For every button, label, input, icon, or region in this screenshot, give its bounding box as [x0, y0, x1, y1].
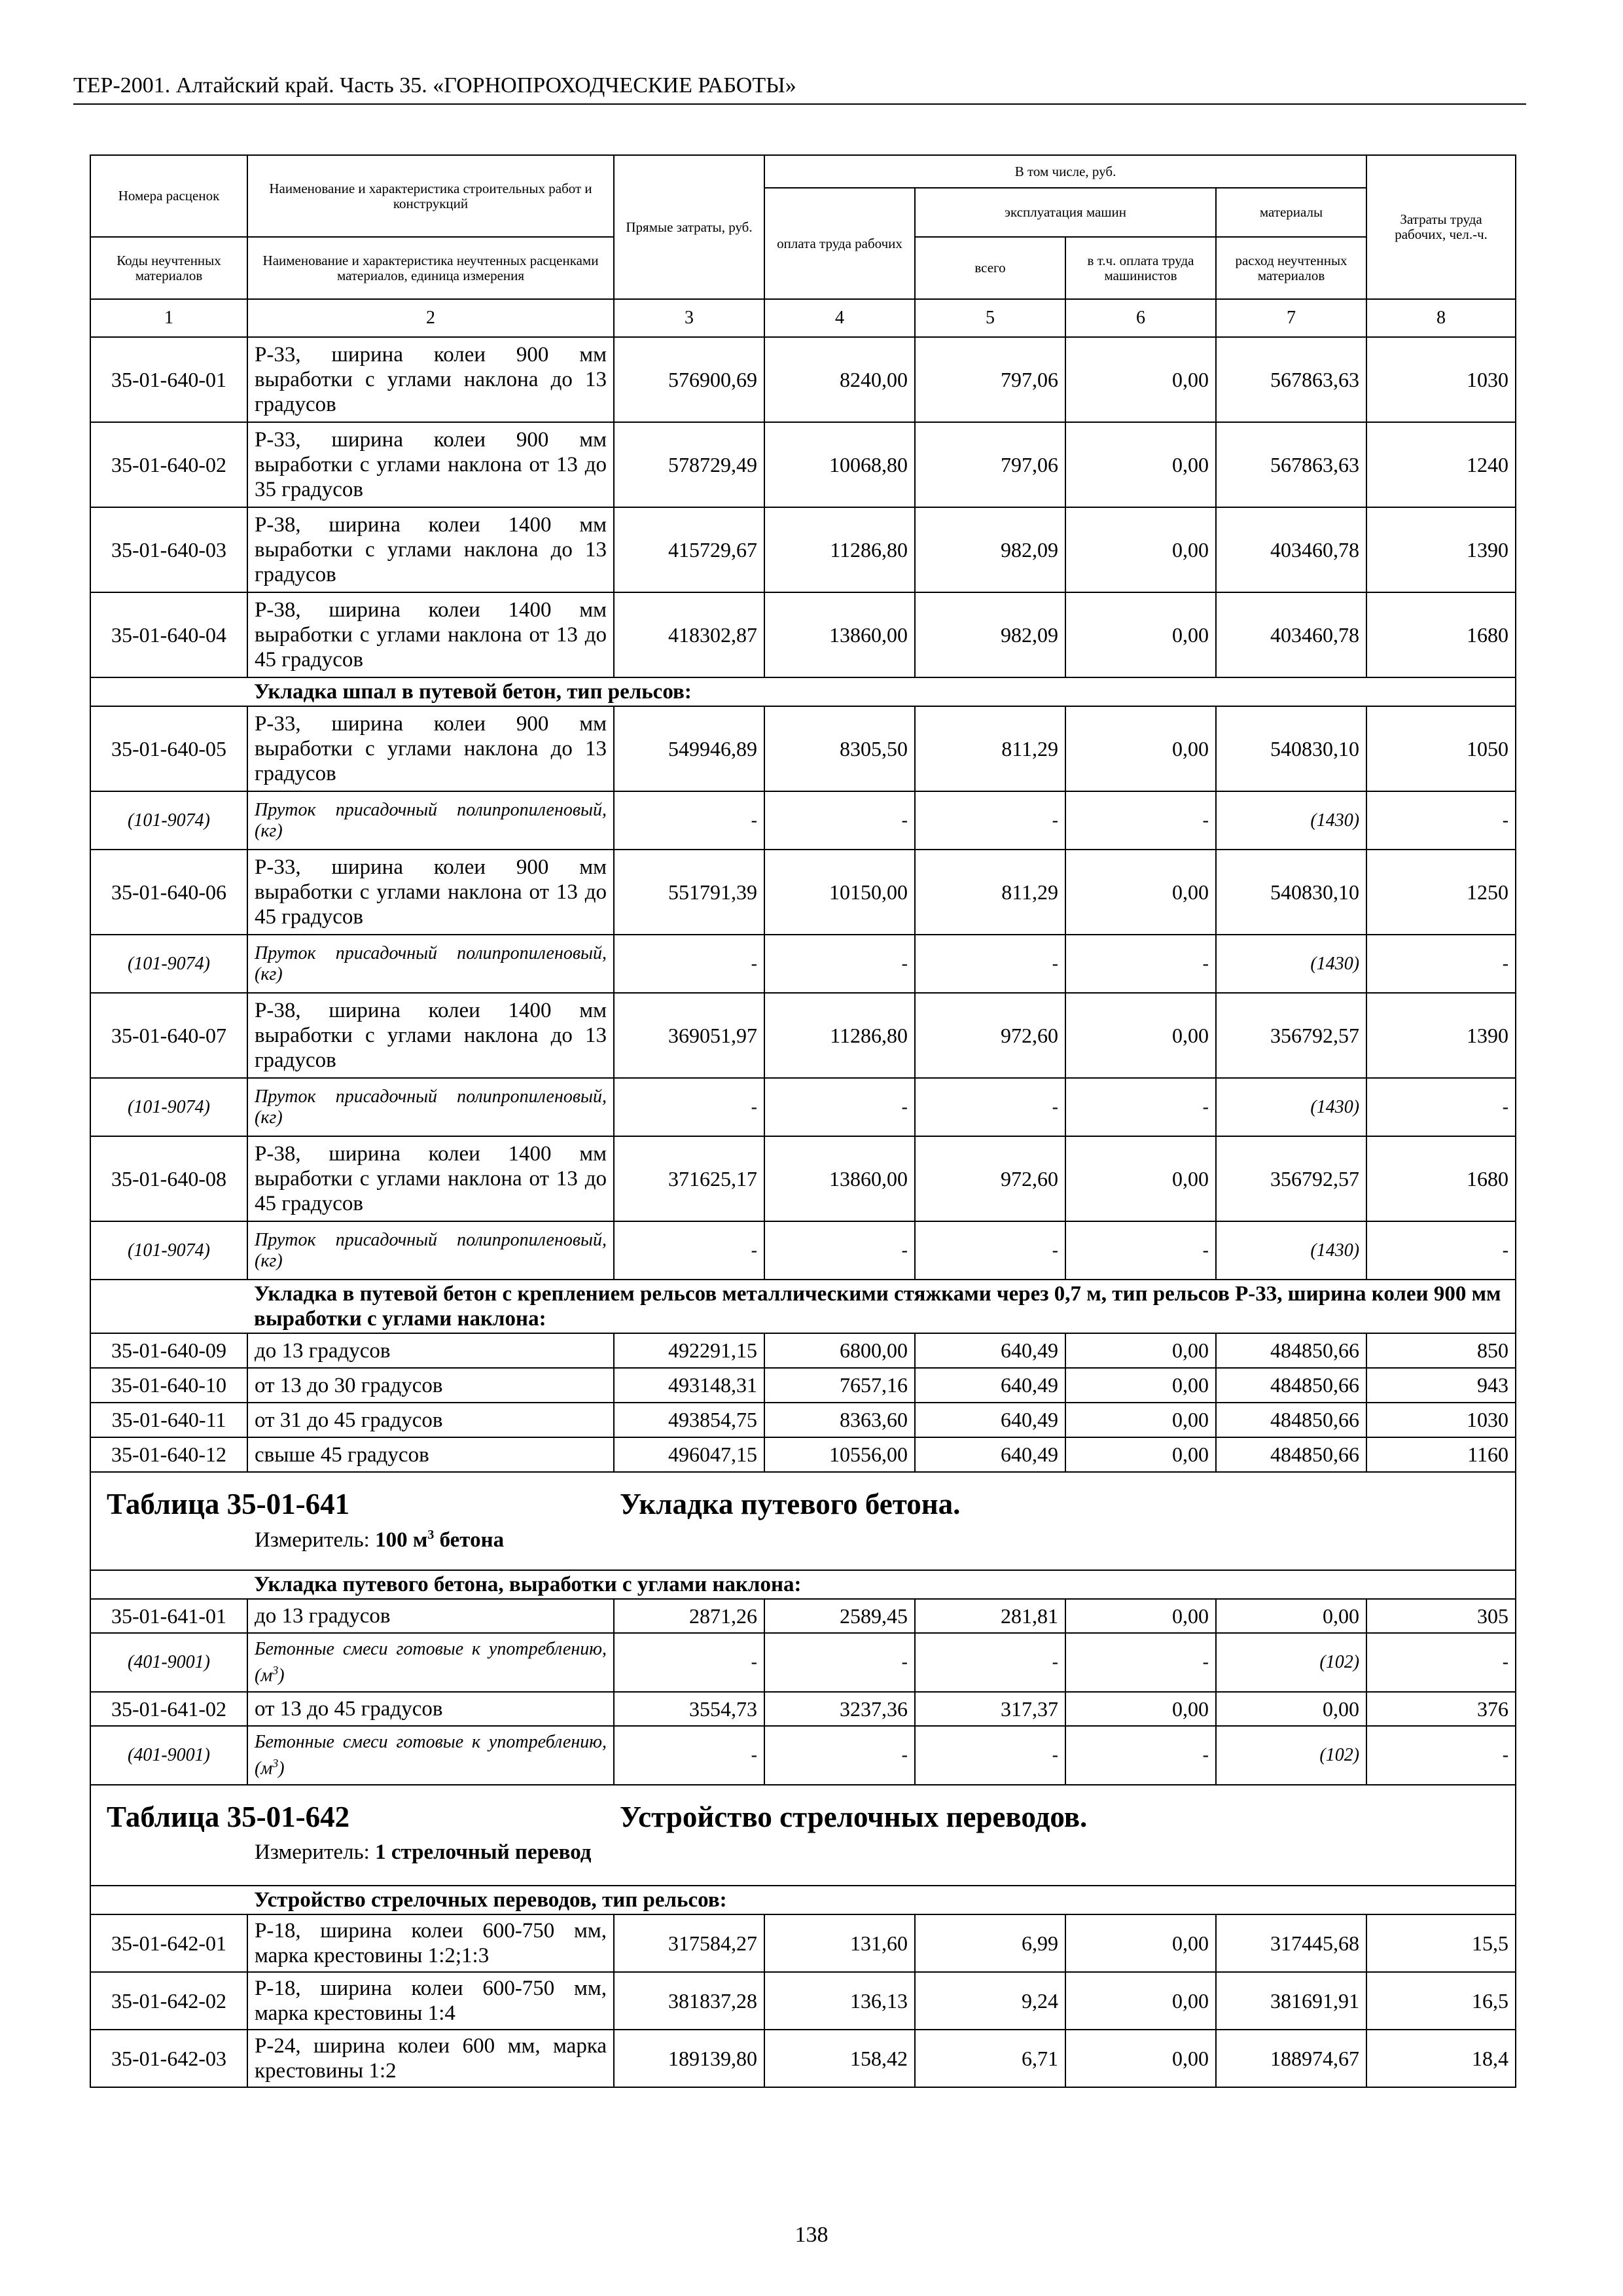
section-row — [90, 1886, 1516, 1914]
operators-pay-cell: 0,00 — [1065, 592, 1216, 677]
materials-cell: 567863,63 — [1216, 337, 1366, 422]
column-number: 3 — [614, 299, 764, 337]
rate-row — [90, 1692, 1516, 1726]
labor-pay-cell: 10150,00 — [764, 850, 915, 935]
rate-name-cell: Р-33, ширина колеи 900 мм выработки с углами наклона до 13 градусов — [247, 337, 614, 422]
rate-row — [90, 1599, 1516, 1633]
material-code-cell: (101-9074) — [90, 1078, 247, 1136]
rate-code-cell: 35-01-640-08 — [90, 1136, 247, 1221]
material-dash-cell: - — [614, 1221, 764, 1280]
section-row — [90, 1280, 1516, 1333]
material-unit-superscript: 3 — [272, 1663, 279, 1677]
direct-cost-cell: 493854,75 — [614, 1403, 764, 1437]
labor-hours-cell: 305 — [1366, 1599, 1516, 1633]
measurement-value: 100 $м^3$ бетона — [375, 1528, 505, 1552]
material-row — [90, 1633, 1516, 1692]
rate-name-cell: Р-38, ширина колеи 1400 мм выработки с углами наклона до 13 градусов — [247, 993, 614, 1078]
machines-total-cell: 972,60 — [915, 993, 1065, 1078]
direct-cost-cell: 578729,49 — [614, 422, 764, 507]
rate-code-cell: 35-01-640-06 — [90, 850, 247, 935]
section-blank-cell — [90, 677, 247, 706]
material-dash-cell: - — [915, 1726, 1065, 1785]
rate-code-cell: 35-01-642-03 — [90, 2030, 247, 2087]
material-dash-cell: - — [1366, 1726, 1516, 1785]
operators-pay-cell: 0,00 — [1065, 2030, 1216, 2087]
column-number: 1 — [90, 299, 247, 337]
labor-pay-cell: 3237,36 — [764, 1692, 915, 1726]
rate-row — [90, 507, 1516, 592]
header-work-name: Наименование и характеристика строительных работ и конструкций — [247, 155, 614, 237]
rate-name-cell: от 13 до 30 градусов — [247, 1368, 614, 1403]
table-title-block — [90, 1785, 1516, 1886]
machines-total-cell: 811,29 — [915, 850, 1065, 935]
direct-cost-cell: 496047,15 — [614, 1437, 764, 1472]
header-machines: эксплуатация машин — [915, 188, 1216, 237]
labor-hours-cell: 1160 — [1366, 1437, 1516, 1472]
labor-hours-cell: 1240 — [1366, 422, 1516, 507]
materials-cell: 540830,10 — [1216, 706, 1366, 791]
rates-table-container — [90, 154, 1515, 2088]
header-material-codes: Коды неучтенных материалов — [90, 237, 247, 299]
measurement-label: Измеритель: — [255, 1528, 370, 1552]
materials-cell: 484850,66 — [1216, 1437, 1366, 1472]
material-dash-cell: - — [614, 1633, 764, 1692]
machines-total-cell: 281,81 — [915, 1599, 1065, 1633]
rate-name-cell: Р-38, ширина колеи 1400 мм выработки с углами наклона от 13 до 45 градусов — [247, 1136, 614, 1221]
operators-pay-cell: 0,00 — [1065, 850, 1216, 935]
rate-row — [90, 337, 1516, 422]
material-dash-cell: - — [915, 791, 1065, 850]
direct-cost-cell: 576900,69 — [614, 337, 764, 422]
labor-hours-cell: 1680 — [1366, 592, 1516, 677]
table-title-row — [90, 1472, 1516, 1570]
material-code-cell: (101-9074) — [90, 1221, 247, 1280]
rate-code-cell: 35-01-641-02 — [90, 1692, 247, 1726]
material-dash-cell: - — [915, 1633, 1065, 1692]
rate-name-cell: от 31 до 45 градусов — [247, 1403, 614, 1437]
material-dash-cell: - — [915, 1221, 1065, 1280]
labor-hours-cell: 850 — [1366, 1333, 1516, 1368]
material-name: Бетонные смеси готовые к употреблению, (м — [255, 1731, 607, 1779]
machines-total-cell: 640,49 — [915, 1368, 1065, 1403]
material-dash-cell: - — [764, 935, 915, 993]
machines-total-cell: 797,06 — [915, 337, 1065, 422]
rate-row — [90, 592, 1516, 677]
direct-cost-cell: 189139,80 — [614, 2030, 764, 2087]
rate-name-cell: от 13 до 45 градусов — [247, 1692, 614, 1726]
material-name-cell — [247, 1221, 614, 1280]
labor-hours-cell: 943 — [1366, 1368, 1516, 1403]
material-dash-cell: - — [614, 1726, 764, 1785]
material-dash-cell: - — [1065, 1726, 1216, 1785]
material-name: Пруток присадочный полипропиленовый, (кг) — [255, 799, 607, 841]
direct-cost-cell: 551791,39 — [614, 850, 764, 935]
material-dash-cell: - — [764, 1726, 915, 1785]
machines-total-cell: 317,37 — [915, 1692, 1065, 1726]
labor-pay-cell: 11286,80 — [764, 507, 915, 592]
table-body — [90, 299, 1516, 2087]
machines-total-cell: 811,29 — [915, 706, 1065, 791]
rate-code-cell: 35-01-640-10 — [90, 1368, 247, 1403]
material-dash-cell: - — [1065, 1633, 1216, 1692]
table-number: Таблица 35-01-642 — [107, 1801, 350, 1833]
rate-code-cell: 35-01-640-09 — [90, 1333, 247, 1368]
rate-code-cell: 35-01-640-03 — [90, 507, 247, 592]
operators-pay-cell: 0,00 — [1065, 1333, 1216, 1368]
machines-total-cell: 972,60 — [915, 1136, 1065, 1221]
labor-pay-cell: 136,13 — [764, 1972, 915, 2030]
labor-pay-cell: 7657,16 — [764, 1368, 915, 1403]
direct-cost-cell: 369051,97 — [614, 993, 764, 1078]
section-title: Укладка шпал в путевой бетон, тип рельсов: — [247, 677, 1516, 706]
labor-pay-cell: 6800,00 — [764, 1333, 915, 1368]
labor-hours-cell: 1030 — [1366, 1403, 1516, 1437]
column-number: 7 — [1216, 299, 1366, 337]
materials-cell: 356792,57 — [1216, 993, 1366, 1078]
rate-name-cell: Р-38, ширина колеи 1400 мм выработки с углами наклона от 13 до 45 градусов — [247, 592, 614, 677]
direct-cost-cell: 549946,89 — [614, 706, 764, 791]
column-number: 2 — [247, 299, 614, 337]
materials-cell: 381691,91 — [1216, 1972, 1366, 2030]
machines-total-cell: 6,99 — [915, 1914, 1065, 1972]
material-name-close: ) — [278, 1665, 285, 1686]
labor-pay-cell: 10556,00 — [764, 1437, 915, 1472]
materials-cell: 0,00 — [1216, 1692, 1366, 1726]
header-operators-pay: в т.ч. оплата труда машинистов — [1065, 237, 1216, 299]
rate-row — [90, 1972, 1516, 2030]
header-including: В том числе, руб. — [764, 155, 1366, 188]
column-numbers-row — [90, 299, 1516, 337]
direct-cost-cell: 492291,15 — [614, 1333, 764, 1368]
machines-total-cell: 640,49 — [915, 1437, 1065, 1472]
machines-total-cell: 982,09 — [915, 592, 1065, 677]
direct-cost-cell: 415729,67 — [614, 507, 764, 592]
materials-cell: 540830,10 — [1216, 850, 1366, 935]
machines-total-cell: 640,49 — [915, 1403, 1065, 1437]
material-dash-cell: - — [614, 1078, 764, 1136]
operators-pay-cell: 0,00 — [1065, 1599, 1216, 1633]
material-dash-cell: - — [614, 791, 764, 850]
labor-pay-cell: 13860,00 — [764, 592, 915, 677]
table-number: Таблица 35-01-641 — [107, 1488, 350, 1520]
materials-cell: 484850,66 — [1216, 1403, 1366, 1437]
column-number: 5 — [915, 299, 1065, 337]
table-title-row — [90, 1785, 1516, 1886]
direct-cost-cell: 418302,87 — [614, 592, 764, 677]
material-quantity-cell: (1430) — [1216, 935, 1366, 993]
direct-cost-cell: 3554,73 — [614, 1692, 764, 1726]
material-dash-cell: - — [1065, 1221, 1216, 1280]
machines-total-cell: 6,71 — [915, 2030, 1065, 2087]
operators-pay-cell: 0,00 — [1065, 1136, 1216, 1221]
labor-hours-cell: 1250 — [1366, 850, 1516, 935]
materials-cell: 0,00 — [1216, 1599, 1366, 1633]
rate-code-cell: 35-01-640-11 — [90, 1403, 247, 1437]
section-title: Укладка путевого бетона, выработки с углами наклона: — [247, 1570, 1516, 1599]
material-name-cell — [247, 935, 614, 993]
rate-name-cell: Р-33, ширина колеи 900 мм выработки с углами наклона от 13 до 35 градусов — [247, 422, 614, 507]
labor-pay-cell: 2589,45 — [764, 1599, 915, 1633]
material-quantity-cell: (1430) — [1216, 1078, 1366, 1136]
labor-hours-cell: 18,4 — [1366, 2030, 1516, 2087]
material-name: Пруток присадочный полипропиленовый, (кг) — [255, 1229, 607, 1271]
rate-row — [90, 1368, 1516, 1403]
operators-pay-cell: 0,00 — [1065, 337, 1216, 422]
header-labor-pay: оплата труда рабочих — [764, 188, 915, 299]
rate-name-cell: Р-38, ширина колеи 1400 мм выработки с углами наклона до 13 градусов — [247, 507, 614, 592]
material-name-cell — [247, 1633, 614, 1692]
rate-code-cell: 35-01-640-04 — [90, 592, 247, 677]
material-code-cell: (101-9074) — [90, 935, 247, 993]
rate-name-cell: Р-18, ширина колеи 600-750 мм, марка крестовины 1:2;1:3 — [247, 1914, 614, 1972]
machines-total-cell: 9,24 — [915, 1972, 1065, 2030]
material-row — [90, 791, 1516, 850]
operators-pay-cell: 0,00 — [1065, 1914, 1216, 1972]
material-dash-cell: - — [614, 935, 764, 993]
labor-pay-cell: 8363,60 — [764, 1403, 915, 1437]
material-quantity-cell: (102) — [1216, 1633, 1366, 1692]
section-row — [90, 1570, 1516, 1599]
materials-cell: 188974,67 — [1216, 2030, 1366, 2087]
rate-row — [90, 1403, 1516, 1437]
section-blank-cell — [90, 1280, 247, 1333]
rate-row — [90, 1333, 1516, 1368]
material-dash-cell: - — [915, 935, 1065, 993]
material-dash-cell: - — [1366, 1633, 1516, 1692]
column-number: 8 — [1366, 299, 1516, 337]
material-name-cell — [247, 1726, 614, 1785]
header-materials: материалы — [1216, 188, 1366, 237]
section-blank-cell — [90, 1886, 247, 1914]
rate-row — [90, 422, 1516, 507]
material-dash-cell: - — [1065, 935, 1216, 993]
rate-name-cell: до 13 градусов — [247, 1333, 614, 1368]
material-dash-cell: - — [1366, 1078, 1516, 1136]
page-number: 138 — [794, 2223, 829, 2247]
material-row — [90, 1221, 1516, 1280]
materials-cell: 484850,66 — [1216, 1368, 1366, 1403]
header-unaccounted-materials: расход неучтенных материалов — [1216, 237, 1366, 299]
operators-pay-cell: 0,00 — [1065, 993, 1216, 1078]
materials-cell: 403460,78 — [1216, 507, 1366, 592]
labor-pay-cell: 13860,00 — [764, 1136, 915, 1221]
header-labor-cost: Затраты труда рабочих, чел.-ч. — [1366, 155, 1516, 299]
material-dash-cell: - — [764, 1633, 915, 1692]
rate-code-cell: 35-01-640-07 — [90, 993, 247, 1078]
rate-row — [90, 1136, 1516, 1221]
material-dash-cell: - — [764, 1221, 915, 1280]
material-name: Бетонные смеси готовые к употреблению, (м — [255, 1638, 607, 1686]
material-row — [90, 935, 1516, 993]
rate-name-cell: свыше 45 градусов — [247, 1437, 614, 1472]
labor-hours-cell: 1680 — [1366, 1136, 1516, 1221]
machines-total-cell: 640,49 — [915, 1333, 1065, 1368]
header-machines-total: всего — [915, 237, 1065, 299]
header-direct-costs: Прямые затраты, руб. — [614, 155, 764, 299]
material-code-cell: (401-9001) — [90, 1726, 247, 1785]
labor-pay-cell: 8240,00 — [764, 337, 915, 422]
material-dash-cell: - — [764, 791, 915, 850]
operators-pay-cell: 0,00 — [1065, 422, 1216, 507]
rate-name-cell: Р-24, ширина колеи 600 мм, марка крестовины 1:2 — [247, 2030, 614, 2087]
material-dash-cell: - — [1366, 935, 1516, 993]
material-dash-cell: - — [1366, 791, 1516, 850]
header-rate-numbers: Номера расценок — [90, 155, 247, 237]
table-header — [90, 155, 1516, 299]
operators-pay-cell: 0,00 — [1065, 1972, 1216, 2030]
materials-cell: 567863,63 — [1216, 422, 1366, 507]
material-dash-cell: - — [1065, 791, 1216, 850]
labor-pay-cell: 158,42 — [764, 2030, 915, 2087]
material-dash-cell: - — [915, 1078, 1065, 1136]
section-title: Устройство стрелочных переводов, тип рельсов: — [247, 1886, 1516, 1914]
rate-row — [90, 850, 1516, 935]
header-material-names: Наименование и характеристика неучтенных расценками материалов, единица измерения — [247, 237, 614, 299]
rate-code-cell: 35-01-640-05 — [90, 706, 247, 791]
operators-pay-cell: 0,00 — [1065, 1368, 1216, 1403]
section-row — [90, 677, 1516, 706]
measurement-value: 1 стрелочный перевод — [375, 1840, 592, 1864]
material-name-cell — [247, 791, 614, 850]
direct-cost-cell: 317584,27 — [614, 1914, 764, 1972]
material-row — [90, 1078, 1516, 1136]
material-name-close: ) — [278, 1758, 285, 1779]
labor-hours-cell: 1030 — [1366, 337, 1516, 422]
material-row — [90, 1726, 1516, 1785]
labor-hours-cell: 1390 — [1366, 507, 1516, 592]
labor-pay-cell: 131,60 — [764, 1914, 915, 1972]
direct-cost-cell: 2871,26 — [614, 1599, 764, 1633]
material-unit-superscript: 3 — [272, 1756, 279, 1770]
section-blank-cell — [90, 1570, 247, 1599]
section-title: Укладка в путевой бетон с креплением рельсов металлическими стяжками через 0,7 м, тип рельсов Р-33, ширина колеи 900 мм выработки с углами наклона: — [247, 1280, 1516, 1333]
labor-hours-cell: 15,5 — [1366, 1914, 1516, 1972]
materials-cell: 484850,66 — [1216, 1333, 1366, 1368]
rate-row — [90, 1437, 1516, 1472]
rate-code-cell: 35-01-641-01 — [90, 1599, 247, 1633]
measurement-unit — [255, 1528, 504, 1552]
material-dash-cell: - — [1065, 1078, 1216, 1136]
rate-name-cell: до 13 градусов — [247, 1599, 614, 1633]
material-name: Пруток присадочный полипропиленовый, (кг) — [255, 942, 607, 984]
labor-hours-cell: 1050 — [1366, 706, 1516, 791]
material-dash-cell: - — [1366, 1221, 1516, 1280]
rate-row — [90, 2030, 1516, 2087]
materials-cell: 403460,78 — [1216, 592, 1366, 677]
rate-row — [90, 1914, 1516, 1972]
material-code-cell: (401-9001) — [90, 1633, 247, 1692]
material-code-cell: (101-9074) — [90, 791, 247, 850]
labor-hours-cell: 16,5 — [1366, 1972, 1516, 2030]
rate-code-cell: 35-01-640-12 — [90, 1437, 247, 1472]
rate-row — [90, 706, 1516, 791]
labor-hours-cell: 1390 — [1366, 993, 1516, 1078]
rate-code-cell: 35-01-640-02 — [90, 422, 247, 507]
measurement-label: Измеритель: — [255, 1840, 370, 1864]
rate-row — [90, 993, 1516, 1078]
machines-total-cell: 982,09 — [915, 507, 1065, 592]
measurement-unit — [255, 1840, 591, 1865]
material-quantity-cell: (1430) — [1216, 1221, 1366, 1280]
material-name-cell — [247, 1078, 614, 1136]
labor-pay-cell: 11286,80 — [764, 993, 915, 1078]
labor-hours-cell: 376 — [1366, 1692, 1516, 1726]
rate-name-cell: Р-33, ширина колеи 900 мм выработки с углами наклона от 13 до 45 градусов — [247, 850, 614, 935]
table-title: Устройство стрелочных переводов. — [620, 1801, 1088, 1833]
column-number: 6 — [1065, 299, 1216, 337]
direct-cost-cell: 371625,17 — [614, 1136, 764, 1221]
machines-total-cell: 797,06 — [915, 422, 1065, 507]
labor-pay-cell: 10068,80 — [764, 422, 915, 507]
rate-code-cell: 35-01-640-01 — [90, 337, 247, 422]
operators-pay-cell: 0,00 — [1065, 507, 1216, 592]
operators-pay-cell: 0,00 — [1065, 1437, 1216, 1472]
material-quantity-cell: (1430) — [1216, 791, 1366, 850]
running-header: ТЕР-2001. Алтайский край. Часть 35. «ГОРНОПРОХОДЧЕСКИЕ РАБОТЫ» — [73, 73, 1526, 105]
material-name: Пруток присадочный полипропиленовый, (кг) — [255, 1086, 607, 1128]
rate-name-cell: Р-33, ширина колеи 900 мм выработки с углами наклона до 13 градусов — [247, 706, 614, 791]
operators-pay-cell: 0,00 — [1065, 1692, 1216, 1726]
operators-pay-cell: 0,00 — [1065, 706, 1216, 791]
materials-cell: 356792,57 — [1216, 1136, 1366, 1221]
materials-cell: 317445,68 — [1216, 1914, 1366, 1972]
labor-pay-cell: 8305,50 — [764, 706, 915, 791]
table-title-block — [90, 1472, 1516, 1570]
rate-name-cell: Р-18, ширина колеи 600-750 мм, марка крестовины 1:4 — [247, 1972, 614, 2030]
rate-code-cell: 35-01-642-01 — [90, 1914, 247, 1972]
operators-pay-cell: 0,00 — [1065, 1403, 1216, 1437]
direct-cost-cell: 493148,31 — [614, 1368, 764, 1403]
table-title: Укладка путевого бетона. — [620, 1488, 961, 1520]
rates-table — [90, 154, 1516, 2088]
material-dash-cell: - — [764, 1078, 915, 1136]
rate-code-cell: 35-01-642-02 — [90, 1972, 247, 2030]
material-quantity-cell: (102) — [1216, 1726, 1366, 1785]
direct-cost-cell: 381837,28 — [614, 1972, 764, 2030]
column-number: 4 — [764, 299, 915, 337]
